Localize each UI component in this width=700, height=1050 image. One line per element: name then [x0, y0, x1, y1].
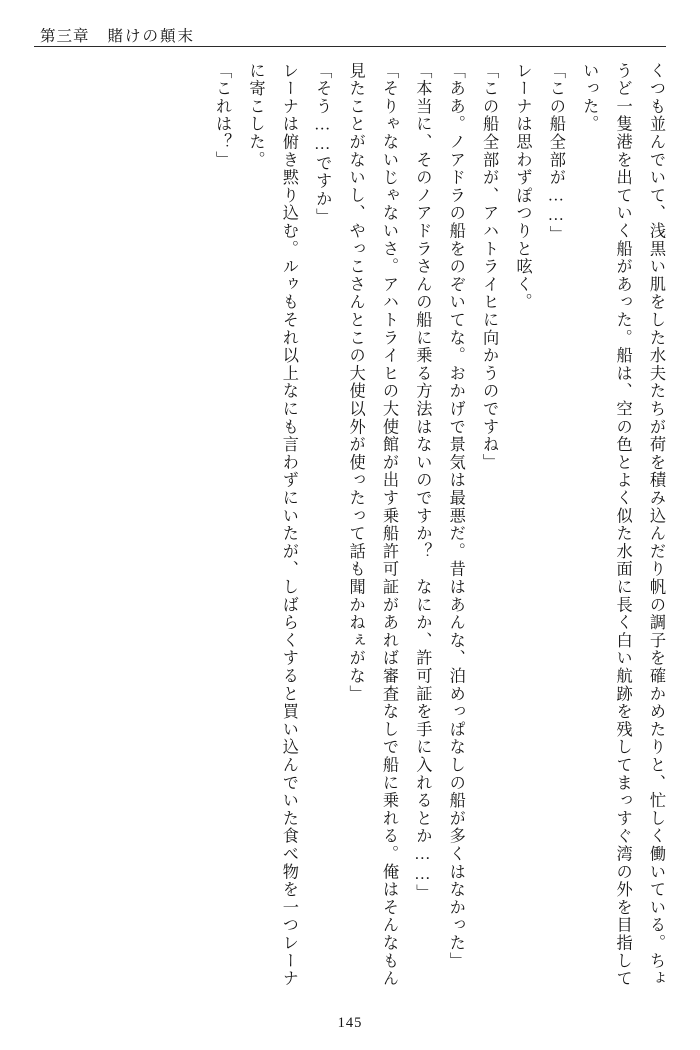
header-divider: [34, 46, 666, 47]
paragraph: 「本当に、そのノアドラさんの船に乗る方法はないのですか？ なにか、許可証を手に入れるとか……」: [413, 62, 432, 903]
chapter-number: 第三章: [40, 28, 90, 45]
chapter-title: 賭けの顛末: [107, 28, 196, 45]
paragraph: レーナは俯き黙り込む。ルゥもそれ以上なにも言わずにいたが、しばらくすると買い込んでいた食べ物を一つレーナに寄こした。: [246, 62, 298, 988]
paragraph: 「この船全部が……」: [546, 62, 565, 244]
paragraph: 「そりゃないじゃないさ。アハトライヒの大使館が出す乗船許可証があれば審査なしで船に乗れる。俺はそんなもん見たことがないし、やっこさんとこの大使以外が使ったって話も聞かねぇがな」: [346, 62, 398, 988]
vertical-text-column: [28, 62, 672, 988]
paragraph: 「ああ。ノアドラの船をのぞいてな。おかげで景気は最悪だ。昔はあんな、泊めっぱなしの船が多くはなかった」: [446, 62, 465, 970]
paragraph: レーナは思わずぽつりと呟く。: [513, 62, 532, 312]
paragraph: くつも並んでいて、浅黒い肌をした水夫たちが荷を積み込んだり帆の調子を確かめたりと、忙しく働いている。ちょうど一隻港を出ていく船があった。船は、空の色とよく似た水面に長く白い航跡を残してまっすぐ湾の外を目指していった。: [580, 62, 665, 988]
page-number: 145: [337, 1015, 363, 1031]
paragraph: 「そう……ですか」: [313, 62, 332, 226]
body-text-area: [28, 62, 672, 988]
paragraph: 「これは？」: [213, 62, 232, 169]
paragraph: 「この船全部が、アハトライヒに向かうのですね」: [480, 62, 499, 472]
